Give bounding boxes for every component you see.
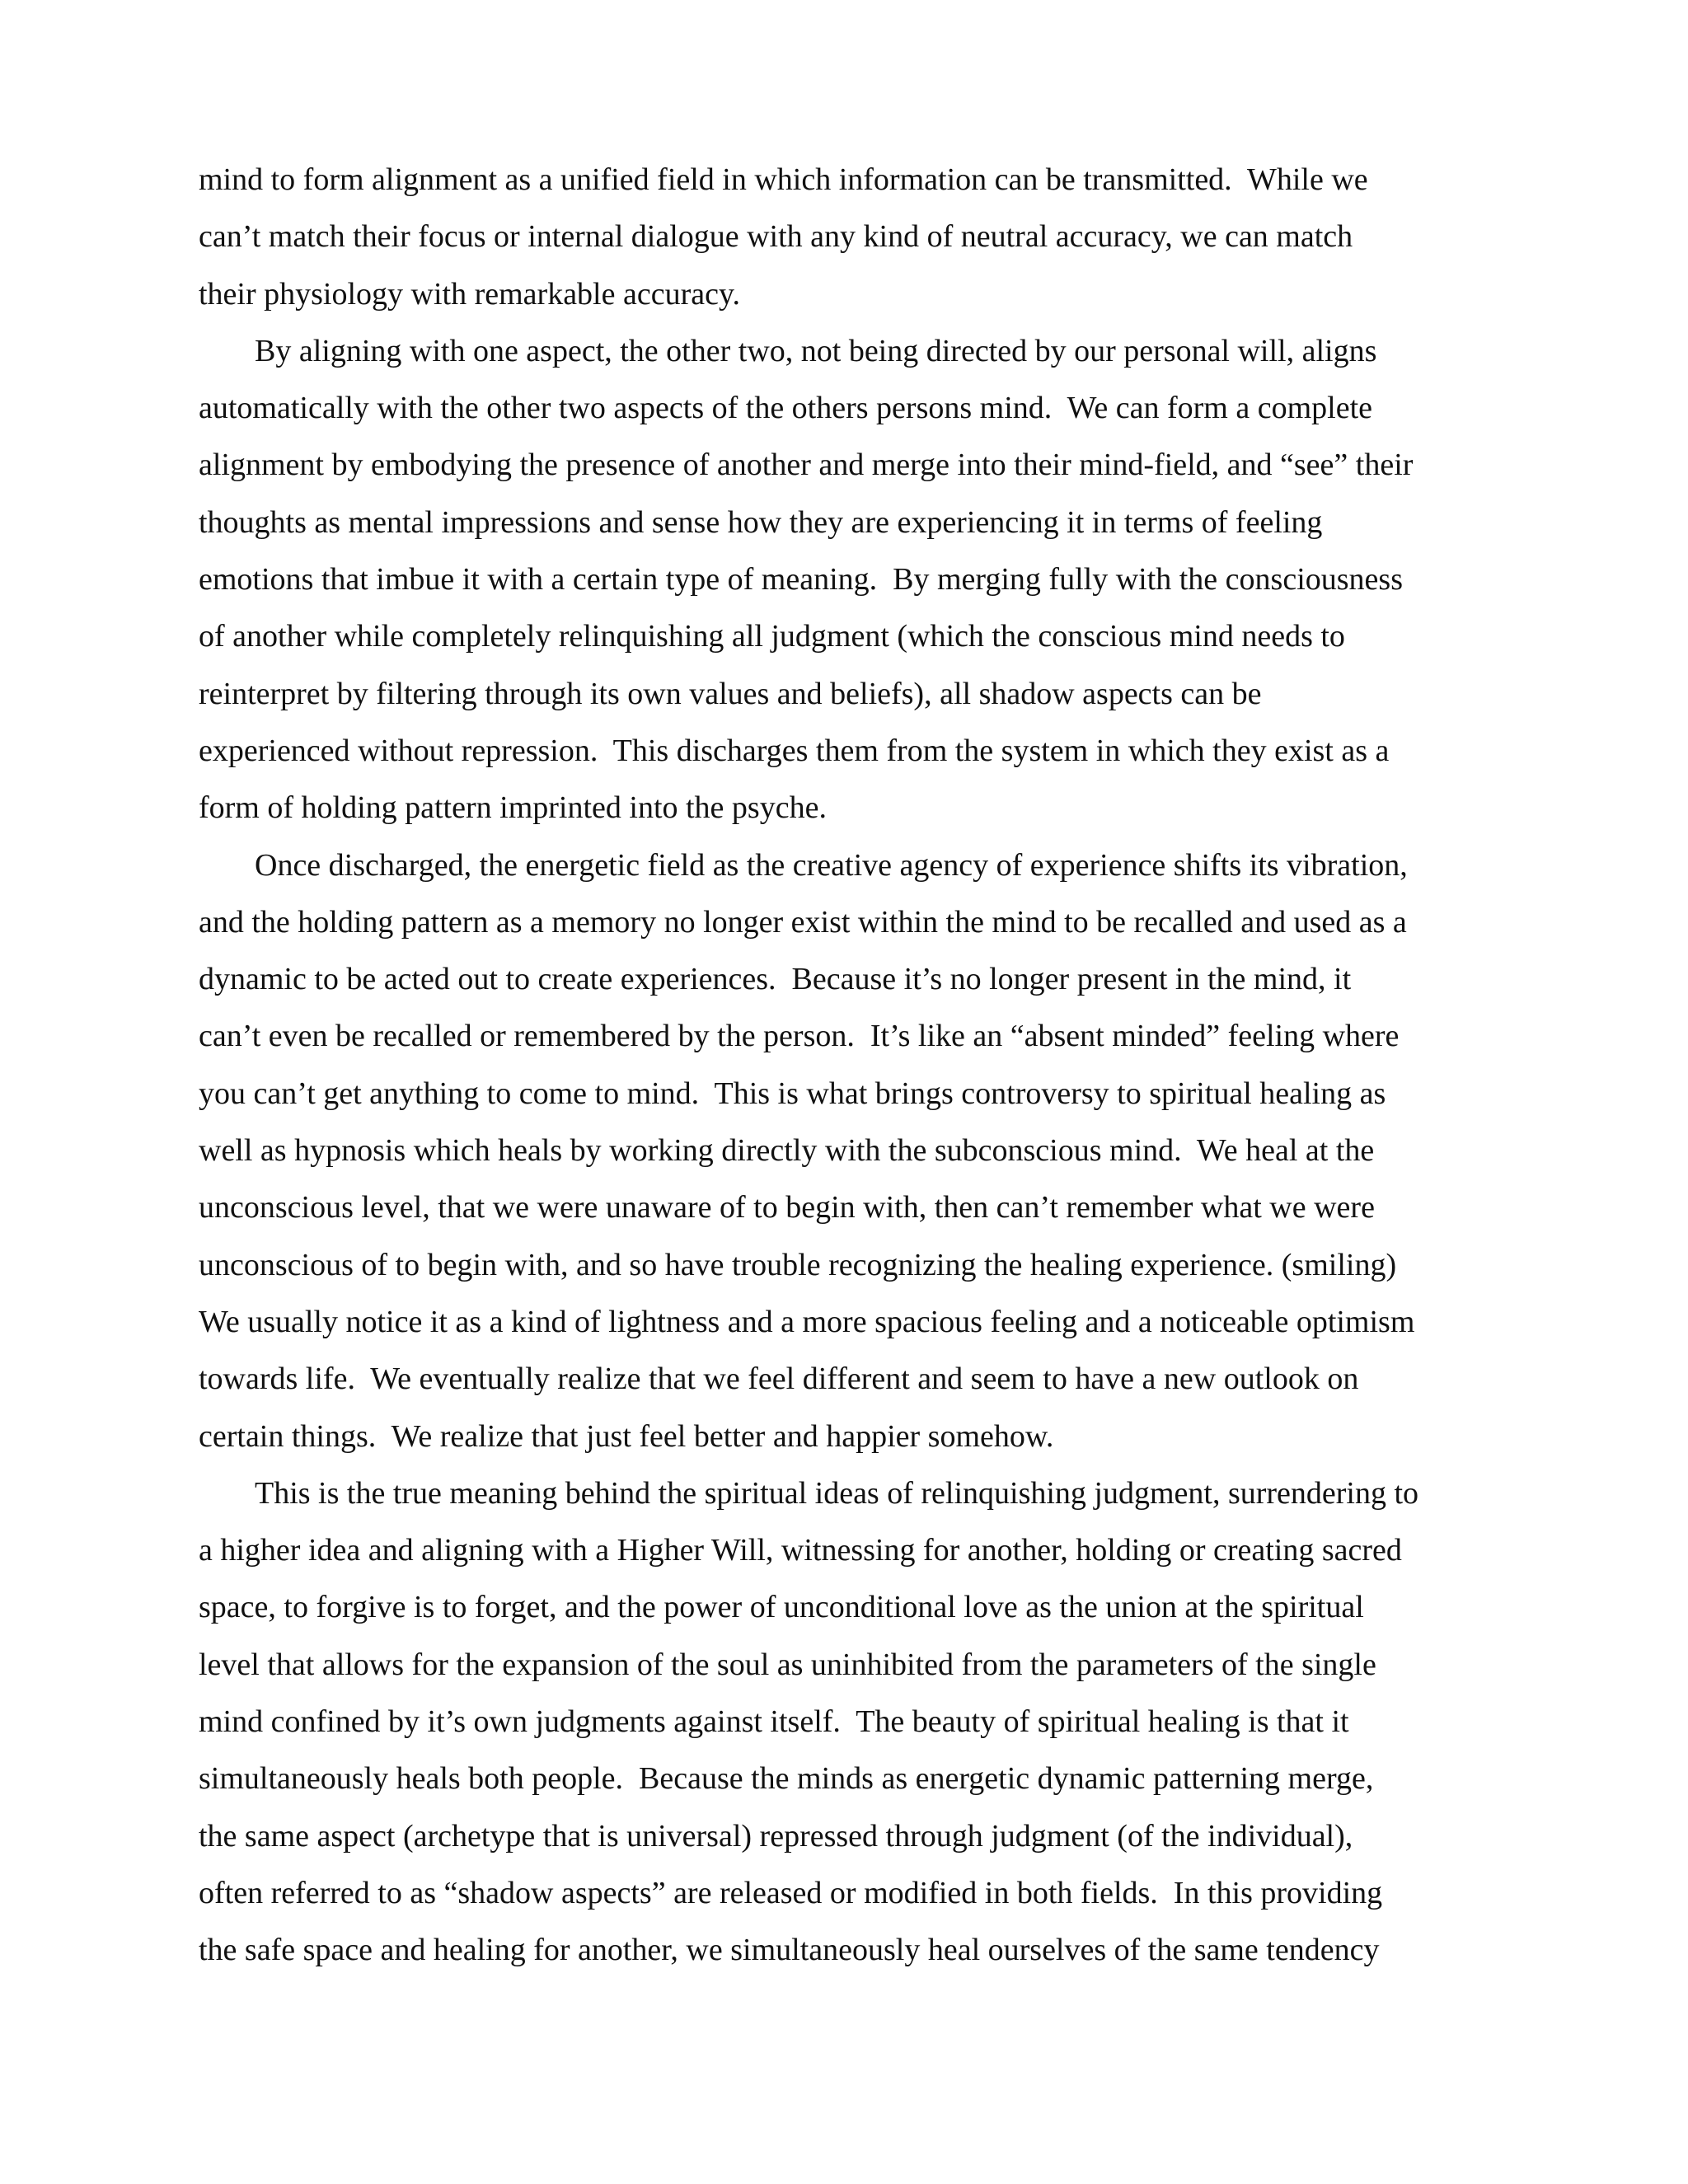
- text-line: reinterpret by filtering through its own values and beliefs), all shadow aspects can be: [199, 676, 1262, 711]
- body-text: [199, 152, 1501, 1980]
- text-line: unconscious of to begin with, and so have trouble recognizing the healing experience. (smiling): [199, 1247, 1397, 1282]
- paragraph-first-line: This is the true meaning behind the spiritual ideas of relinquishing judgment, surrendering to: [255, 1475, 1419, 1511]
- paragraph-first-line: By aligning with one aspect, the other two, not being directed by our personal will, aligns: [255, 333, 1377, 368]
- text-line: a higher idea and aligning with a Higher Will, witnessing for another, holding or creating sacred: [199, 1533, 1402, 1568]
- text-line: We usually notice it as a kind of lightness and a more spacious feeling and a noticeable optimism: [199, 1304, 1415, 1339]
- text-line: form of holding pattern imprinted into the psyche.: [199, 790, 827, 826]
- text-line: can’t even be recalled or remembered by the person. It’s like an “absent minded” feeling where: [199, 1019, 1400, 1054]
- text-line: well as hypnosis which heals by working directly with the subconscious mind. We heal at the: [199, 1133, 1375, 1169]
- text-line: towards life. We eventually realize that we feel different and seem to have a new outlook on: [199, 1361, 1359, 1397]
- text-line: emotions that imbue it with a certain type of meaning. By merging fully with the consciousness: [199, 562, 1403, 598]
- text-line: you can’t get anything to come to mind. This is what brings controversy to spiritual healing as: [199, 1076, 1386, 1111]
- text-line: and the holding pattern as a memory no longer exist within the mind to be recalled and used as a: [199, 904, 1407, 940]
- text-line: thoughts as mental impressions and sense how they are experiencing it in terms of feeling: [199, 504, 1323, 540]
- text-line: experienced without repression. This discharges them from the system in which they exist as a: [199, 733, 1390, 768]
- text-line: automatically with the other two aspects of the others persons mind. We can form a complete: [199, 391, 1372, 426]
- text-line: space, to forgive is to forget, and the power of unconditional love as the union at the spiritual: [199, 1590, 1364, 1625]
- text-line: dynamic to be acted out to create experiences. Because it’s no longer present in the mind, it: [199, 962, 1352, 997]
- text-line: level that allows for the expansion of the soul as uninhibited from the parameters of the single: [199, 1647, 1376, 1682]
- text-line: can’t match their focus or internal dialogue with any kind of neutral accuracy, we can match: [199, 219, 1353, 255]
- text-line: their physiology with remarkable accuracy.: [199, 276, 741, 312]
- text-line: certain things. We realize that just feel better and happier somehow.: [199, 1418, 1054, 1454]
- text-line: often referred to as “shadow aspects” are released or modified in both fields. In this providing: [199, 1875, 1383, 1910]
- text-line: the same aspect (archetype that is universal) repressed through judgment (of the individual),: [199, 1818, 1353, 1854]
- text-line: mind confined by it’s own judgments against itself. The beauty of spiritual healing is that it: [199, 1704, 1349, 1740]
- text-line: simultaneously heals both people. Because the minds as energetic dynamic patterning merge,: [199, 1761, 1374, 1797]
- paragraph-first-line: Once discharged, the energetic field as the creative agency of experience shifts its vibration,: [255, 847, 1408, 883]
- text-line: of another while completely relinquishing all judgment (which the conscious mind needs to: [199, 619, 1345, 654]
- text-line: mind to form alignment as a unified field in which information can be transmitted. While we: [199, 162, 1368, 197]
- text-line: the safe space and healing for another, we simultaneously heal ourselves of the same tendency: [199, 1933, 1380, 1968]
- text-line: alignment by embodying the presence of another and merge into their mind-field, and “see” their: [199, 448, 1414, 483]
- text-line: unconscious level, that we were unaware of to begin with, then can’t remember what we were: [199, 1190, 1375, 1226]
